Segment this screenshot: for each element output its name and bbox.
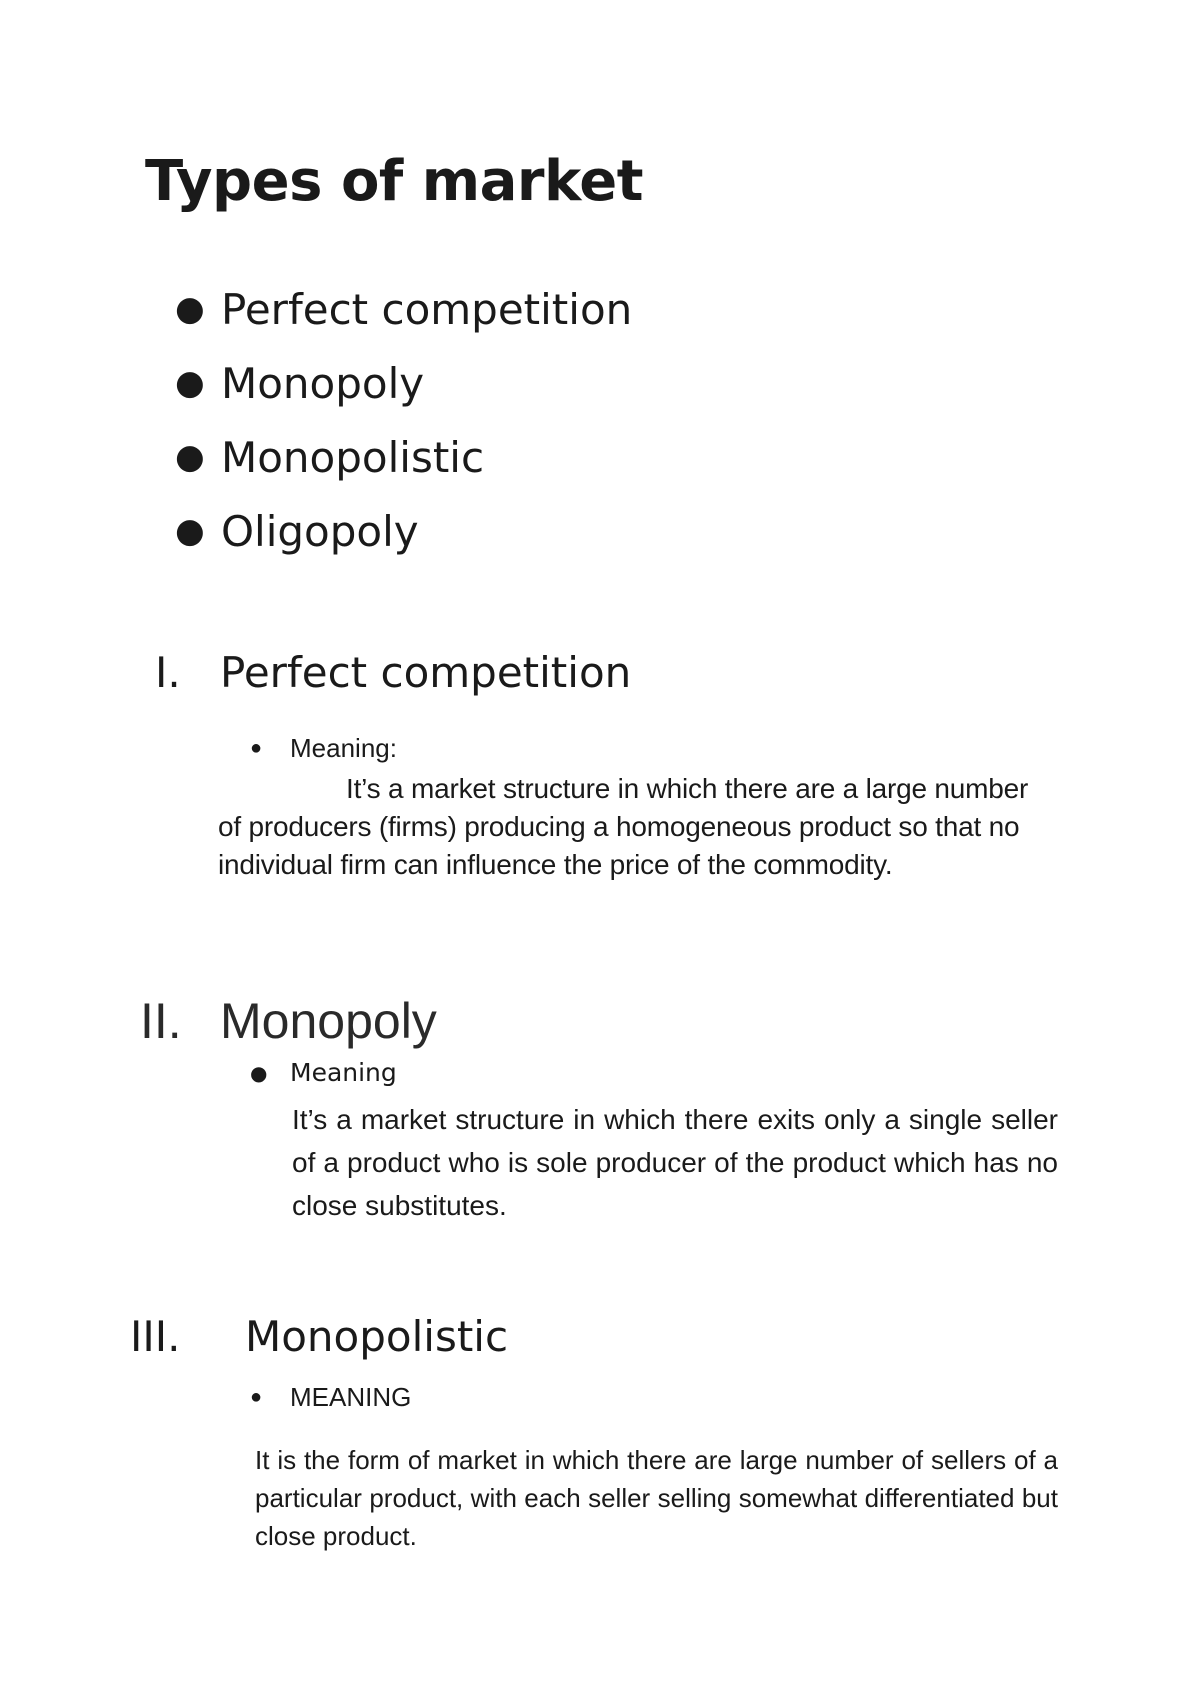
list-item-label: Perfect competition [221,284,633,334]
list-item-label: Monopolistic [221,432,485,482]
section-title: Monopolistic [245,1312,509,1361]
section-heading [155,648,631,697]
list-item [175,272,632,346]
meaning-label [250,733,397,764]
bullet-icon: ● [250,1386,263,1408]
list-item [175,420,632,494]
meaning-label-text: Meaning: [290,733,397,763]
section-title: Perfect competition [220,648,632,697]
section-numeral: III. [130,1312,181,1361]
meaning-label [250,1058,397,1087]
bullet-icon: ● [175,511,205,551]
section-heading [130,1312,508,1361]
section-heading [140,992,437,1050]
bullet-icon: ● [175,437,205,477]
bullet-icon: ● [175,289,205,329]
page-title: Types of market [145,149,644,214]
list-item [175,494,632,568]
bullet-icon: ● [175,363,205,403]
section-paragraph: It is the form of market in which there are large number of sellers of a particular product, with each seller selling somewhat differentiated but close product. [255,1445,1058,1551]
market-types-list [175,272,632,568]
bullet-icon: ● [250,737,263,759]
section-paragraph: It’s a market structure in which there exits only a single seller of a product who is sole producer of the product which has no close substitutes. [292,1104,1058,1221]
bullet-icon: ● [250,1060,268,1085]
meaning-label-text: MEANING [290,1382,412,1412]
list-item [175,346,632,420]
meaning-label [250,1382,411,1413]
section-numeral: II. [140,993,182,1049]
list-item-label: Oligopoly [221,506,419,556]
section-title: Monopoly [220,993,437,1049]
section-numeral: I. [155,648,181,697]
section-paragraph: It’s a market structure in which there are a large number of producers (firms) producing a homogeneous product so that no individual firm can influence the price of the commodity. [218,773,1029,880]
list-item-label: Monopoly [221,358,425,408]
meaning-label-text: Meaning [290,1058,397,1087]
